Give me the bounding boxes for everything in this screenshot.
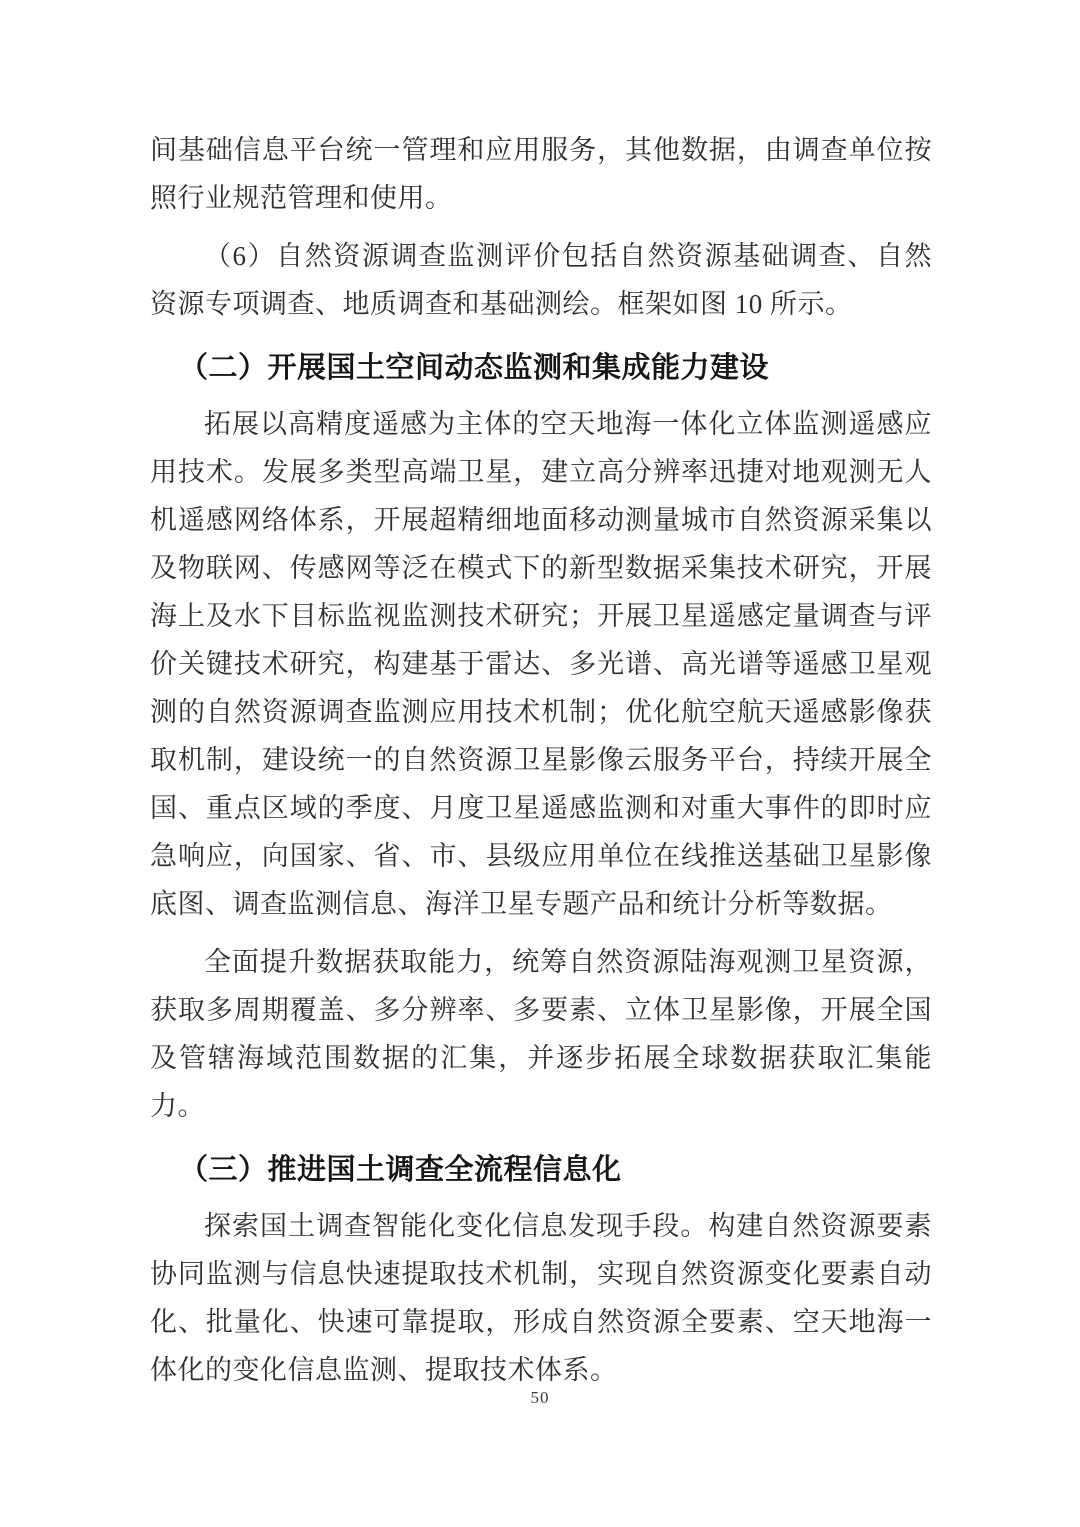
page-footer <box>0 1388 1080 1408</box>
paragraph: （6）自然资源调查监测评价包括自然资源基础调查、自然资源专项调查、地质调查和基础测绘。框架如图 10 所示。 <box>150 241 932 319</box>
page-number: 50 <box>530 1388 550 1407</box>
paragraph: 间基础信息平台统一管理和应用服务，其他数据，由调查单位按照行业规范管理和使用。 <box>150 135 932 213</box>
paragraph: 拓展以高精度遥感为主体的空天地海一体化立体监测遥感应用技术。发展多类型高端卫星，建立高分辨率迅捷对地观测无人机遥感网络体系，开展超精细地面移动测量城市自然资源采集以及物联网、传感网等泛在模式下的新型数据采集技术研究，开展海上及水下目标监视监测技术研究；开展卫星遥感定量调查与评价关键技术研究，构建基于雷达、多光谱、高光谱等遥感卫星观测的自然资源调查监测应用技术机制；优化航空航天遥感影像获取机制，建设统一的自然资源卫星影像云服务平台，持续开展全国、重点区域的季度、月度卫星遥感监测和对重大事件的即时应急响应，向国家、省、市、县级应用单位在线推送基础卫星影像底图、调查监测信息、海洋卫星专题产品和统计分析等数据。 <box>150 409 932 919</box>
section-heading: （二）开展国土空间动态监测和集成能力建设 <box>179 352 770 384</box>
section-heading: （三）推进国土调查全流程信息化 <box>179 1154 622 1186</box>
document-body <box>150 126 932 1394</box>
paragraph: 探索国土调查智能化变化信息发现手段。构建自然资源要素协同监测与信息快速提取技术机制，实现自然资源变化要素自动化、批量化、快速可靠提取，形成自然资源全要素、空天地海一体化的变化信息监测、提取技术体系。 <box>150 1211 932 1385</box>
paragraph: 全面提升数据获取能力，统筹自然资源陆海观测卫星资源，获取多周期覆盖、多分辨率、多要素、立体卫星影像，开展全国及管辖海域范围数据的汇集，并逐步拓展全球数据获取汇集能力。 <box>150 947 932 1121</box>
